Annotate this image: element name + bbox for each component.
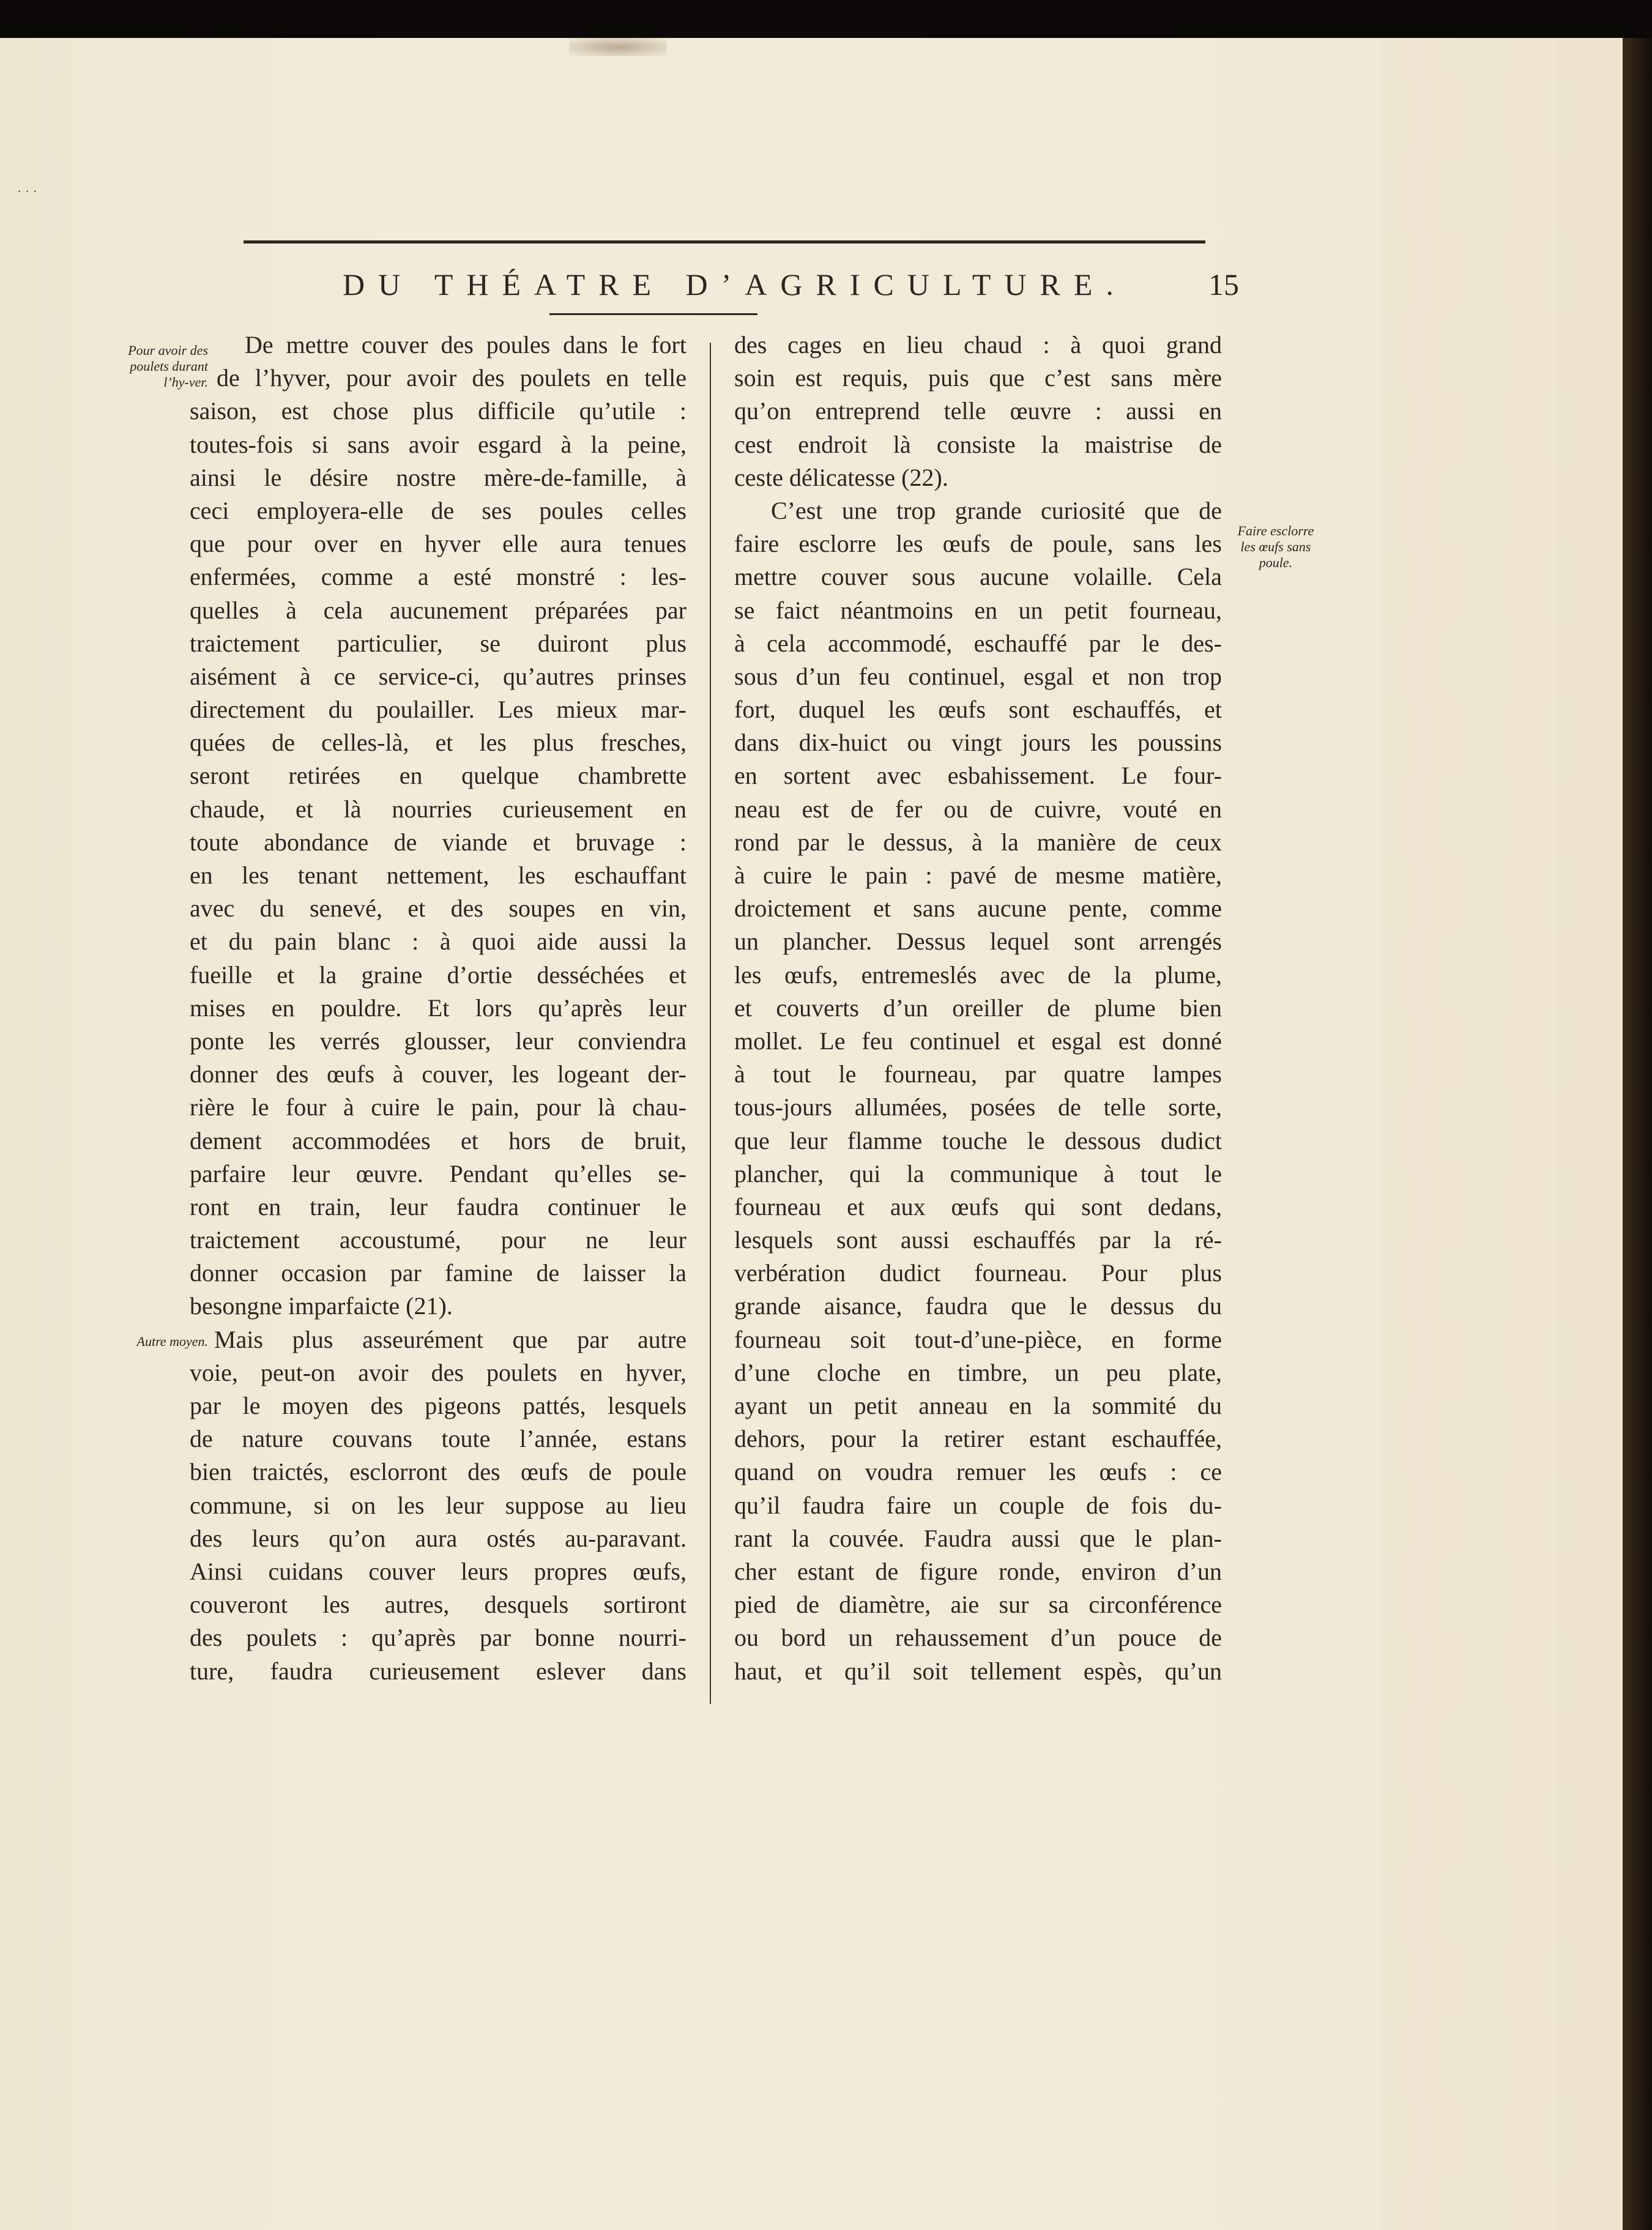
text-line: de nature couvans toute l’année, estans	[190, 1425, 686, 1453]
text-line: chaude, et là nourries curieusement en	[190, 795, 686, 823]
text-line: et du pain blanc : à quoi aide aussi la	[190, 927, 686, 956]
text-line: aisément à ce service-ci, qu’autres prinses	[190, 662, 686, 690]
text-line: haut, et qu’il soit tellement espès, qu’un	[734, 1657, 1222, 1685]
text-line: fourneau et aux œufs qui sont dedans,	[734, 1192, 1222, 1221]
text-line: ainsi le désire nostre mère-de-famille, à	[190, 463, 686, 491]
text-line: dement accommodées et hors de bruit,	[190, 1126, 686, 1154]
text-line: à cela accommodé, eschauffé par le des-	[734, 629, 1222, 657]
text-line: rond par le dessus, à la manière de ceux	[734, 828, 1222, 856]
text-line: d’une cloche en timbre, un peu plate,	[734, 1358, 1222, 1386]
text-line: fourneau soit tout-d’une-pièce, en forme	[734, 1325, 1222, 1353]
text-line: seront retirées en quelque chambrette	[190, 762, 686, 790]
text-line: ponte les verrés glousser, leur conviendra	[190, 1027, 686, 1055]
left-column	[190, 329, 686, 1688]
text-line: ayant un petit anneau en la sommité du	[734, 1392, 1222, 1419]
text-line: neau est de fer ou de cuivre, vouté en	[734, 795, 1222, 823]
text-line: des poulets : qu’après par bonne nourri-	[190, 1624, 686, 1652]
text-line: mettre couver sous aucune volaille. Cela	[734, 563, 1222, 591]
text-line: ceste délicatesse (22).	[734, 463, 948, 491]
text-line: se faict néantmoins en un petit fourneau,	[734, 596, 1222, 624]
text-line: verbération dudict fourneau. Pour plus	[734, 1259, 1222, 1287]
text-line: Mais plus asseurément que par autre	[214, 1325, 686, 1353]
text-line: qu’il faudra faire un couple de fois du-	[734, 1491, 1222, 1519]
text-line: pied de diamètre, aie sur sa circonférence	[734, 1591, 1222, 1619]
text-line: De mettre couver des poules dans le fort	[245, 331, 686, 359]
header-bottom-rule	[549, 313, 757, 315]
text-line: rant la couvée. Faudra aussi que le plan-	[734, 1524, 1222, 1552]
text-line: ou bord un rehaussement d’un pouce de	[734, 1624, 1222, 1652]
text-line: lesquels sont aussi eschauffés par la ré-	[734, 1226, 1222, 1254]
text-line: quelles à cela aucunement préparées par	[190, 596, 686, 624]
text-line: ront en train, leur faudra continuer le	[190, 1192, 686, 1221]
text-line: mises en pouldre. Et lors qu’après leur	[190, 994, 686, 1022]
text-line: ceci employera-elle de ses poules celles	[190, 496, 686, 524]
text-line: les œufs, entremeslés avec de la plume,	[734, 961, 1222, 989]
text-line: bien traictés, esclorront des œufs de poule	[190, 1458, 686, 1486]
text-line: cest endroit là consiste la maistrise de	[734, 430, 1222, 458]
text-line: toutes-fois si sans avoir esgard à la peine,	[190, 430, 686, 458]
text-line: un plancher. Dessus lequel sont arrengés	[734, 927, 1222, 956]
text-line: Ainsi cuidans couver leurs propres œufs,	[190, 1557, 686, 1585]
text-line: dehors, pour la retirer estant eschauffée,	[734, 1425, 1222, 1453]
text-line: cher estant de figure ronde, environ d’un	[734, 1557, 1222, 1585]
text-line: traictement accoustumé, pour ne leur	[190, 1226, 686, 1254]
text-line: commune, si on les leur suppose au lieu	[190, 1491, 686, 1519]
column-divider	[710, 343, 711, 1704]
text-line: et couverts d’un oreiller de plume bien	[734, 994, 1222, 1022]
text-line: besongne imparfaicte (21).	[190, 1292, 453, 1320]
text-line: fueille et la graine d’ortie desséchées et	[190, 961, 686, 989]
running-head-title: DU THÉATRE D’AGRICULTURE.	[343, 267, 1127, 302]
text-line: fort, duquel les œufs sont eschauffés, et	[734, 696, 1222, 724]
text-line: quées de celles-là, et les plus fresches,	[190, 729, 686, 757]
text-line: directement du poulailler. Les mieux mar-	[190, 696, 686, 724]
text-line: mollet. Le feu continuel et esgal est donné	[734, 1027, 1222, 1055]
text-line: à cuire le pain : pavé de mesme matière,	[734, 861, 1222, 889]
text-line: en les tenant nettement, les eschauffant	[190, 861, 686, 889]
text-line: soin est requis, puis que c’est sans mère	[734, 364, 1222, 392]
text-line: donner des œufs à couver, les logeant der-	[190, 1060, 686, 1088]
text-line: plancher, qui la communique à tout le	[734, 1159, 1222, 1187]
text-line: couveront les autres, desquels sortiront	[190, 1591, 686, 1619]
text-line: à tout le fourneau, par quatre lampes	[734, 1060, 1222, 1088]
text-line: dans dix-huict ou vingt jours les poussins	[734, 729, 1222, 757]
text-line: tous-jours allumées, posées de telle sorte,	[734, 1093, 1222, 1121]
margin-dot: · · ·	[17, 184, 37, 199]
text-line: de l’hyver, pour avoir des poulets en telle	[217, 364, 686, 392]
paper-stain	[569, 38, 667, 56]
margin-note-autre-moyen: Autre moyen.	[136, 1334, 208, 1349]
text-line: droictement et sans aucune pente, comme	[734, 894, 1222, 923]
text-line: sous d’un feu continuel, esgal et non trop	[734, 662, 1222, 690]
text-line: rière le four à cuire le pain, pour là chau-	[190, 1093, 686, 1121]
text-line: quand on voudra remuer les œufs : ce	[734, 1458, 1222, 1486]
text-line: avec du senevé, et des soupes en vin,	[190, 894, 686, 923]
text-line: qu’on entreprend telle œuvre : aussi en	[734, 397, 1222, 425]
text-line: saison, est chose plus difficile qu’utile :	[190, 397, 686, 425]
page-number: 15	[1208, 267, 1239, 302]
scan-border-top	[0, 0, 1652, 38]
text-line: des leurs qu’on aura ostés au-paravant.	[190, 1524, 686, 1552]
scan-border-right	[1623, 38, 1652, 2230]
text-line: en sortent avec esbahissement. Le four-	[734, 762, 1222, 790]
text-line: faire esclorre les œufs de poule, sans les	[734, 530, 1222, 558]
text-line: traictement particulier, se duiront plus	[190, 629, 686, 657]
text-line: que pour over en hyver elle aura tenues	[190, 530, 686, 558]
margin-note-faire-esclorre: Faire esclorre les œufs sans poule.	[1237, 523, 1314, 570]
text-line: des cages en lieu chaud : à quoi grand	[734, 331, 1222, 359]
right-column	[734, 329, 1222, 1688]
text-line: parfaire leur œuvre. Pendant qu’elles se-	[190, 1159, 686, 1187]
text-line: C’est une trop grande curiosité que de	[771, 496, 1222, 524]
text-line: ture, faudra curieusement eslever dans	[190, 1657, 686, 1685]
text-line: toute abondance de viande et bruvage :	[190, 828, 686, 856]
text-line: grande aisance, faudra que le dessus du	[734, 1292, 1222, 1320]
text-line: enfermées, comme a esté monstré : les-	[190, 563, 686, 591]
text-line: donner occasion par famine de laisser la	[190, 1259, 686, 1287]
text-line: voie, peut-on avoir des poulets en hyver,	[190, 1358, 686, 1386]
margin-note-pour-avoir: Pour avoir des poulets durant l’hy-ver.	[128, 343, 208, 390]
header-top-rule	[244, 240, 1205, 243]
text-line: que leur flamme touche le dessous dudict	[734, 1126, 1222, 1154]
text-line: par le moyen des pigeons pattés, lesquels	[190, 1392, 686, 1419]
